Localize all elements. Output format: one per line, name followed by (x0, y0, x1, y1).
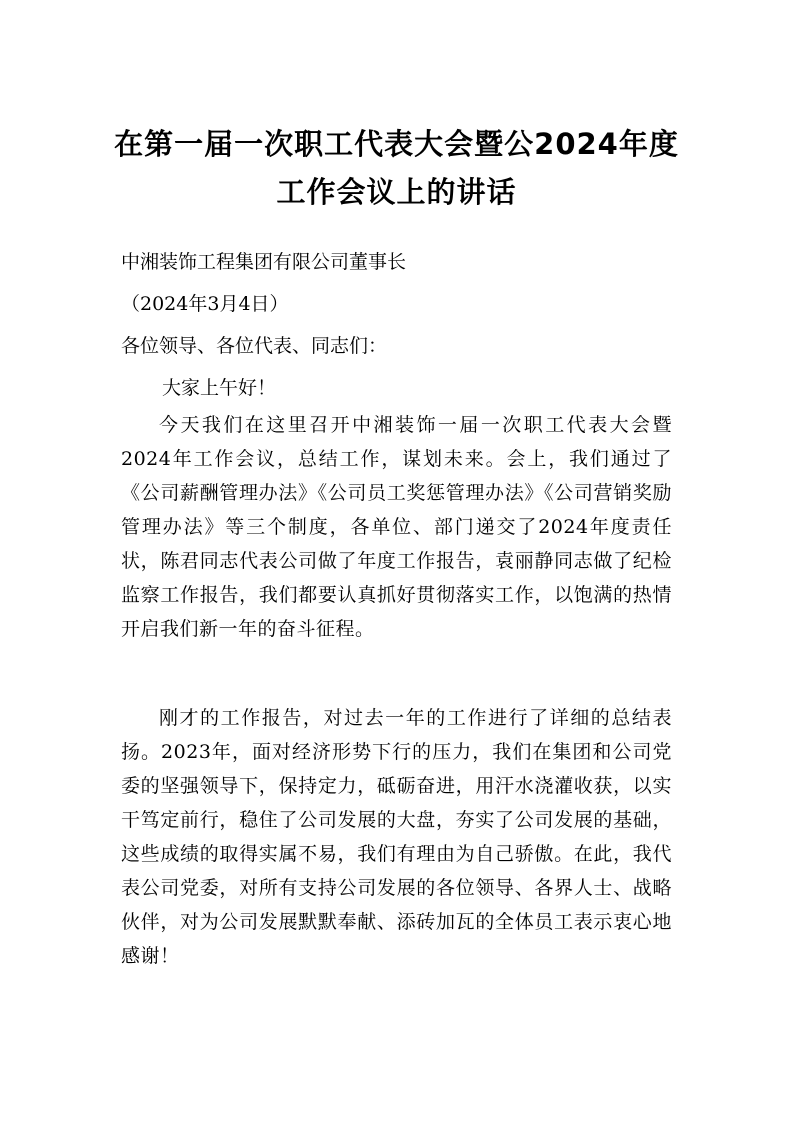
salutation-line: 各位领导、各位代表、同志们： (121, 335, 388, 357)
date-line: （2024年3月4日） (121, 293, 289, 315)
document-title-line-1: 在第一届一次职工代表大会暨公2024年度 (114, 127, 679, 161)
greeting-line: 大家上午好！ (162, 377, 277, 399)
document-title-line-2: 工作会议上的讲话 (276, 175, 517, 209)
body-paragraph-1: 今天我们在这里召开中湘装饰一届一次职工代表大会暨2024年工作会议，总结工作，谋划未来。会上，我们通过了《公司薪酬管理办法》《公司员工奖惩管理办法》《公司营销奖励管理办法》等三个制度，各单位、部门递交了2024年度责任状，陈君同志代表公司做了年度工作报告，袁丽静同志做了纪检监察工作报告，我们都要认真抓好贯彻落实工作，以饱满的热情开启我们新一年的奋斗征程。 (121, 414, 672, 640)
body-paragraph-2: 刚才的工作报告，对过去一年的工作进行了详细的总结表扬。2023年，面对经济形势下行的压力，我们在集团和公司党委的坚强领导下，保持定力，砥砺奋进，用汗水浇灌收获，以实干笃定前行，稳住了公司发展的大盘，夯实了公司发展的基础，这些成绩的取得实属不易，我们有理由为自己骄傲。在此，我代表公司党委，对所有支持公司发展的各位领导、各界人士、战略伙伴，对为公司发展默默奉献、添砖加瓦的全体员工表示衷心地感谢！ (121, 707, 672, 967)
author-line: 中湘装饰工程集团有限公司董事长 (121, 251, 407, 273)
